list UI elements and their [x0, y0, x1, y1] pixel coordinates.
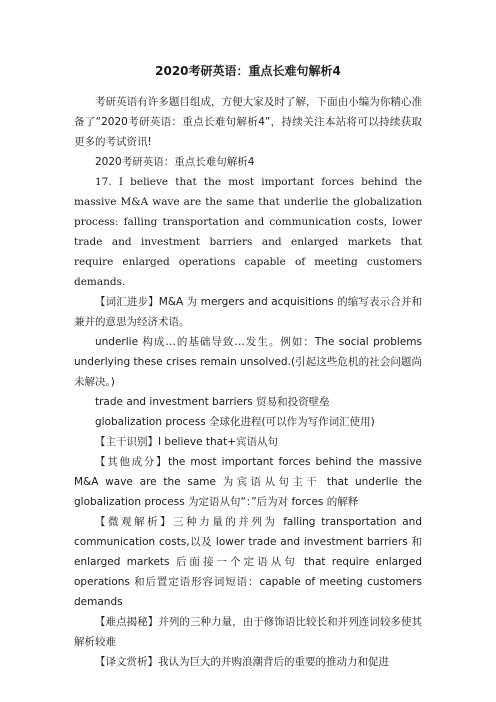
main-clause-note: 【主干识别】I believe that+宾语从句: [95, 436, 278, 448]
vocab-note: 【词汇进步】M&A 为 mergers and acquisitions 的缩写表示合并和兼并的意思为经济术语。: [74, 296, 422, 328]
sentence-17: 17. I believe that the most important forces behind the massive M&A wave are the same that underlie the globalization process: falling transportation and communication costs, lower trade and investment barriers and enlarged markets that require enlarged operations capable of meeting customers demands.: [74, 176, 422, 288]
globalization-note: globalization process 全球化进程(可以作为写作词汇使用): [95, 416, 375, 428]
section-heading: 2020考研英语：重点长难句解析4: [95, 156, 255, 168]
other-components-note: 【其他成分】the most important forces behind the massive M&A wave are the same 为宾语从句主干 that underlie the globalization process 为定语从句“：”后为对 forces 的解释: [74, 456, 422, 508]
translation-note: 【译文赏析】我认为巨大的并购浪潮背后的重要的推动力和促进: [95, 656, 389, 668]
barriers-note: trade and investment barriers 贸易和投资壁垒: [95, 396, 330, 408]
difficulty-note: 【难点揭秘】并列的三种力量，由于修饰语比较长和并列连词较多使其解析较难: [74, 616, 422, 648]
document-title: 2020考研英语：重点长难句解析4: [155, 64, 341, 78]
micro-analysis-note: 【微观解析】三种力量的并列为 falling transportation and communication costs,以及 lower trade and investment barriers 和 enlarged markets 后面接一个定语从句 that require enlarged operations 和后置定语形容词短语：capable of meeting customers demands: [74, 516, 422, 608]
underlie-note: underlie 构成…的基础导致…发生。例如：The social problems underlying these crises remain unsolved.(引起这些危机的社会问题尚未解决。): [74, 336, 422, 388]
intro-paragraph: 考研英语有许多题目组成，方便大家及时了解，下面由小编为你精心准备了“2020考研英语：重点长难句解析4”，持续关注本站将可以持续获取更多的考试资讯!: [74, 96, 422, 148]
